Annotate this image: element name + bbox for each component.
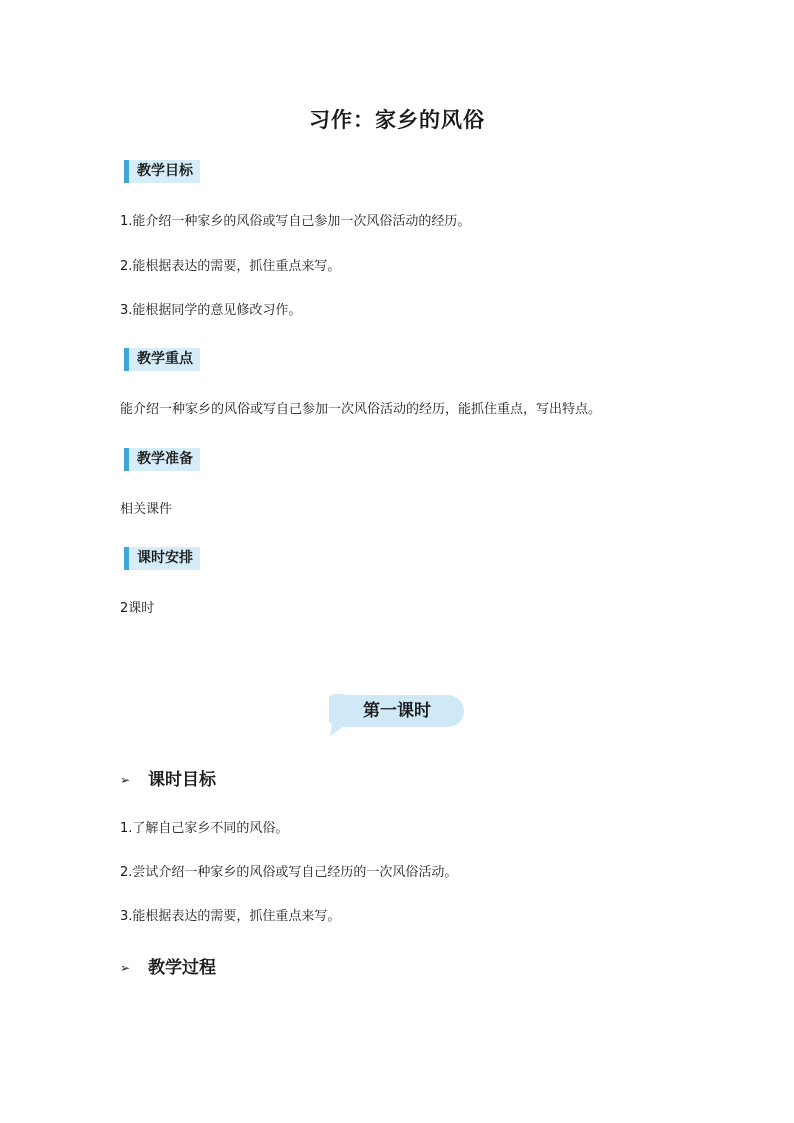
process-heading-text: 教学过程 — [148, 958, 216, 978]
lesson-badge-label: 第一课时 — [363, 701, 431, 721]
lesson-goal-item: 3.能根据表达的需要，抓住重点来写。 — [120, 909, 341, 924]
lesson-badge — [329, 694, 465, 728]
section-heading-key-points: 教学重点 — [124, 348, 200, 371]
page-title: 习作：家乡的风俗 — [309, 108, 485, 132]
goal-item: 2.能根据表达的需要，抓住重点来写。 — [120, 259, 341, 274]
schedule-text: 2课时 — [120, 601, 155, 616]
section-heading-schedule: 课时安排 — [124, 547, 200, 570]
key-points-text: 能介绍一种家乡的风俗或写自己参加一次风俗活动的经历，能抓住重点，写出特点。 — [120, 402, 602, 417]
arrow-bullet-icon: ➢ — [120, 773, 131, 787]
process-heading — [120, 957, 216, 979]
section-heading-preparation: 教学准备 — [124, 448, 200, 471]
lesson-goals-heading-text: 课时目标 — [148, 770, 216, 790]
section-heading-goals: 教学目标 — [124, 160, 200, 183]
lesson-goal-item: 2.尝试介绍一种家乡的风俗或写自己经历的一次风俗活动。 — [120, 865, 458, 880]
arrow-bullet-icon: ➢ — [120, 961, 131, 975]
goal-item: 1.能介绍一种家乡的风俗或写自己参加一次风俗活动的经历。 — [120, 214, 471, 229]
lesson-goal-item: 1.了解自己家乡不同的风俗。 — [120, 821, 289, 836]
lesson-goals-heading — [120, 769, 216, 791]
preparation-text: 相关课件 — [120, 502, 173, 517]
goal-item: 3.能根据同学的意见修改习作。 — [120, 303, 302, 318]
